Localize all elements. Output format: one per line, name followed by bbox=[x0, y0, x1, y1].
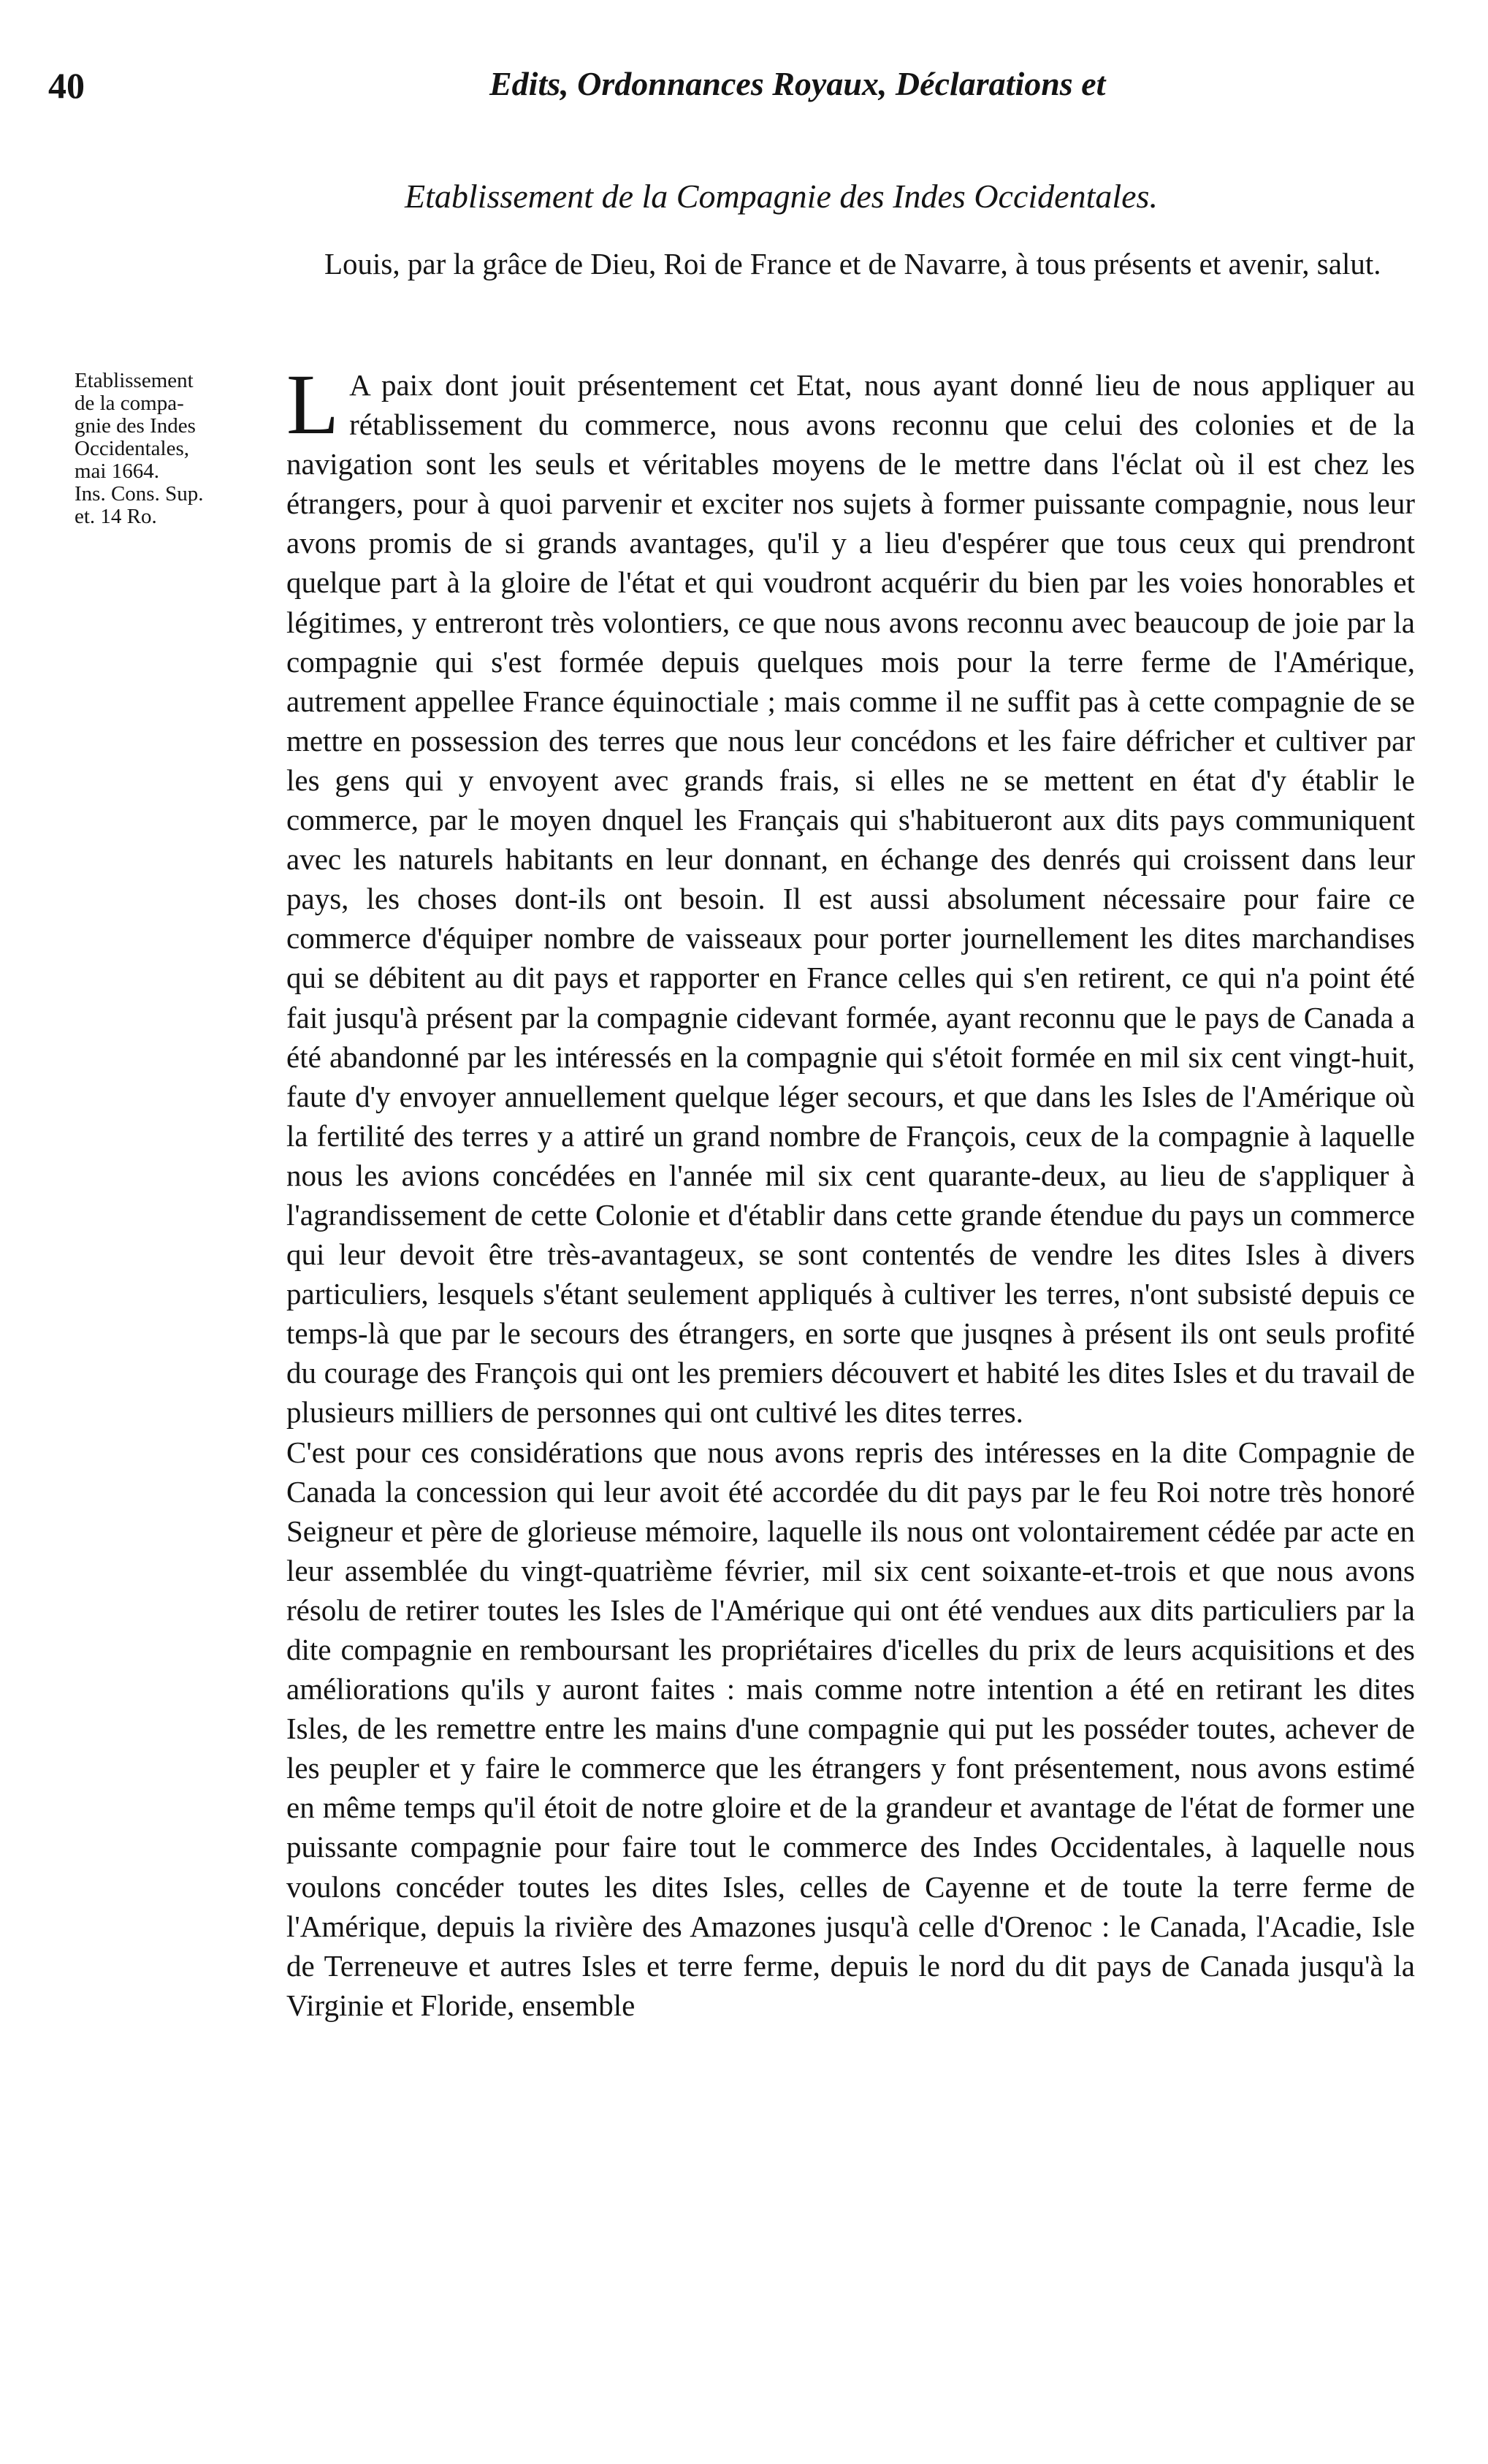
margin-note-line: Occidentales, bbox=[75, 437, 190, 460]
preamble: Louis, par la grâce de Dieu, Roi de France et de Navarre, à tous présents et avenir, salut. bbox=[324, 247, 1381, 281]
body-text bbox=[286, 356, 1415, 2025]
drop-cap: L bbox=[286, 356, 340, 452]
margin-note-line: gnie des Indes bbox=[75, 414, 196, 438]
margin-note-line: mai 1664. bbox=[75, 459, 159, 483]
paragraph-1-text: A paix dont jouit présentement cet Etat, nous ayant donné lieu de nous appliquer au rétablissement du commerce, nous avons reconnu que celui des colonies et de la navigation sont les seuls et véritables moyens de le mettre dans l'éclat où il est chez les étrangers, pour à quoi parvenir et exciter nos sujets à former puissante compagnie, nous leur avons promis de si grands avantages, qu'il y a lieu d'espérer que tous ceux qui prendront quelque part à la gloire de l'état et qui voudront acquérir du bien par les voies honorables et légitimes, y entreront très volontiers, ce que nous avons reconnu avec beaucoup de joie par la compagnie qui s'est formée depuis quelques mois pour la terre ferme de l'Amérique, autrement appellee France équinoctiale ; mais comme il ne suffit pas à cette compagnie de se mettre en possession des terres que nous leur concédons et les faire défricher et cultiver par les gens qui y envoyent avec grands frais, si elles ne se mettent en état d'y établir le commerce, par le moyen dnquel les Français qui s'habitueront aux dits pays communiquent avec les naturels habitants en leur donnant, en échange des denrés qui croissent dans leur pays, les choses dont-ils ont besoin. Il est aussi absolument nécessaire pour faire ce commerce d'équiper nombre de vaisseaux pour porter journellement les dites marchandises qui se débitent au dit pays et rapporter en France celles qui s'en retirent, ce qui n'a point été fait jusqu'à présent par la compagnie cidevant formée, ayant reconnu que le pays de Canada a été abandonné par les intéressés en la compagnie qui s'étoit formée en mil six cent vingt-huit, faute d'y envoyer annuellement quelque léger secours, et que dans les Isles de l'Amérique où la fertilité des terres y a attiré un grand nombre de François, ceux de la compagnie à laquelle nous les avions concédées en l'année mil six cent quarante-deux, au lieu de s'appliquer à l'agrandissement de cette Colonie et d'établir dans cette grande étendue du pays un commerce qui leur devoit être très-avantageux, se sont contentés de vendre les dites Isles à divers particuliers, lesquels s'étant seulement appliqués à cultiver les terres, n'ont subsisté depuis ce temps-là que par le secours des étrangers, en sorte que jusqnes à présent ils ont seuls profité du courage des François qui ont les premiers découvert et habité les dites Isles et du travail de plusieurs milliers de personnes qui ont cultivé les dites terres. bbox=[286, 368, 1415, 1430]
margin-note-line: et. 14 Ro. bbox=[75, 505, 157, 528]
section-title: Etablissement de la Compagnie des Indes Occidentales. bbox=[405, 178, 1158, 215]
margin-note-line: Ins. Cons. Sup. bbox=[75, 482, 204, 506]
page-number: 40 bbox=[48, 65, 85, 106]
margin-note-line: Etablissement bbox=[75, 369, 194, 392]
paragraph-1 bbox=[286, 356, 1415, 1433]
margin-note-line: de la compa- bbox=[75, 392, 184, 415]
paragraph-2: C'est pour ces considérations que nous avons repris des intéresses en la dite Compagnie de Canada la concession qui leur avoit été accordée du dit pays par le feu Roi notre très honoré Seigneur et père de glorieuse mémoire, laquelle ils nous ont volontairement cédée par acte en leur assemblée du vingt-quatrième février, mil six cent soixante-et-trois et que nous avons résolu de retirer toutes les Isles de l'Amérique qui ont été vendues aux dits particuliers par la dite compagnie en remboursant les propriétaires d'icelles du prix de leurs acquisitions et des améliorations qu'ils y auront faites : mais comme notre intention a été en retirant les dites Isles, de les remettre entre les mains d'une compagnie qui put les posséder toutes, achever de les peupler et y faire le commerce que les étrangers y font présentement, nous avons estimé en même temps qu'il étoit de notre gloire et de la grandeur et avantage de l'état de former une puissante compagnie pour faire tout le commerce des Indes Occidentales, à laquelle nous voulons concéder toutes les dites Isles, celles de Cayenne et de toute la terre ferme de l'Amérique, depuis la rivière des Amazones jusqu'à celle d'Orenoc : le Canada, l'Acadie, Isle de Terreneuve et autres Isles et terre ferme, depuis le nord du dit pays de Canada jusqu'à la Virginie et Floride, ensemble bbox=[286, 1435, 1415, 2022]
margin-note bbox=[75, 370, 272, 528]
running-head: Edits, Ordonnances Royaux, Déclarations et bbox=[489, 65, 1106, 102]
